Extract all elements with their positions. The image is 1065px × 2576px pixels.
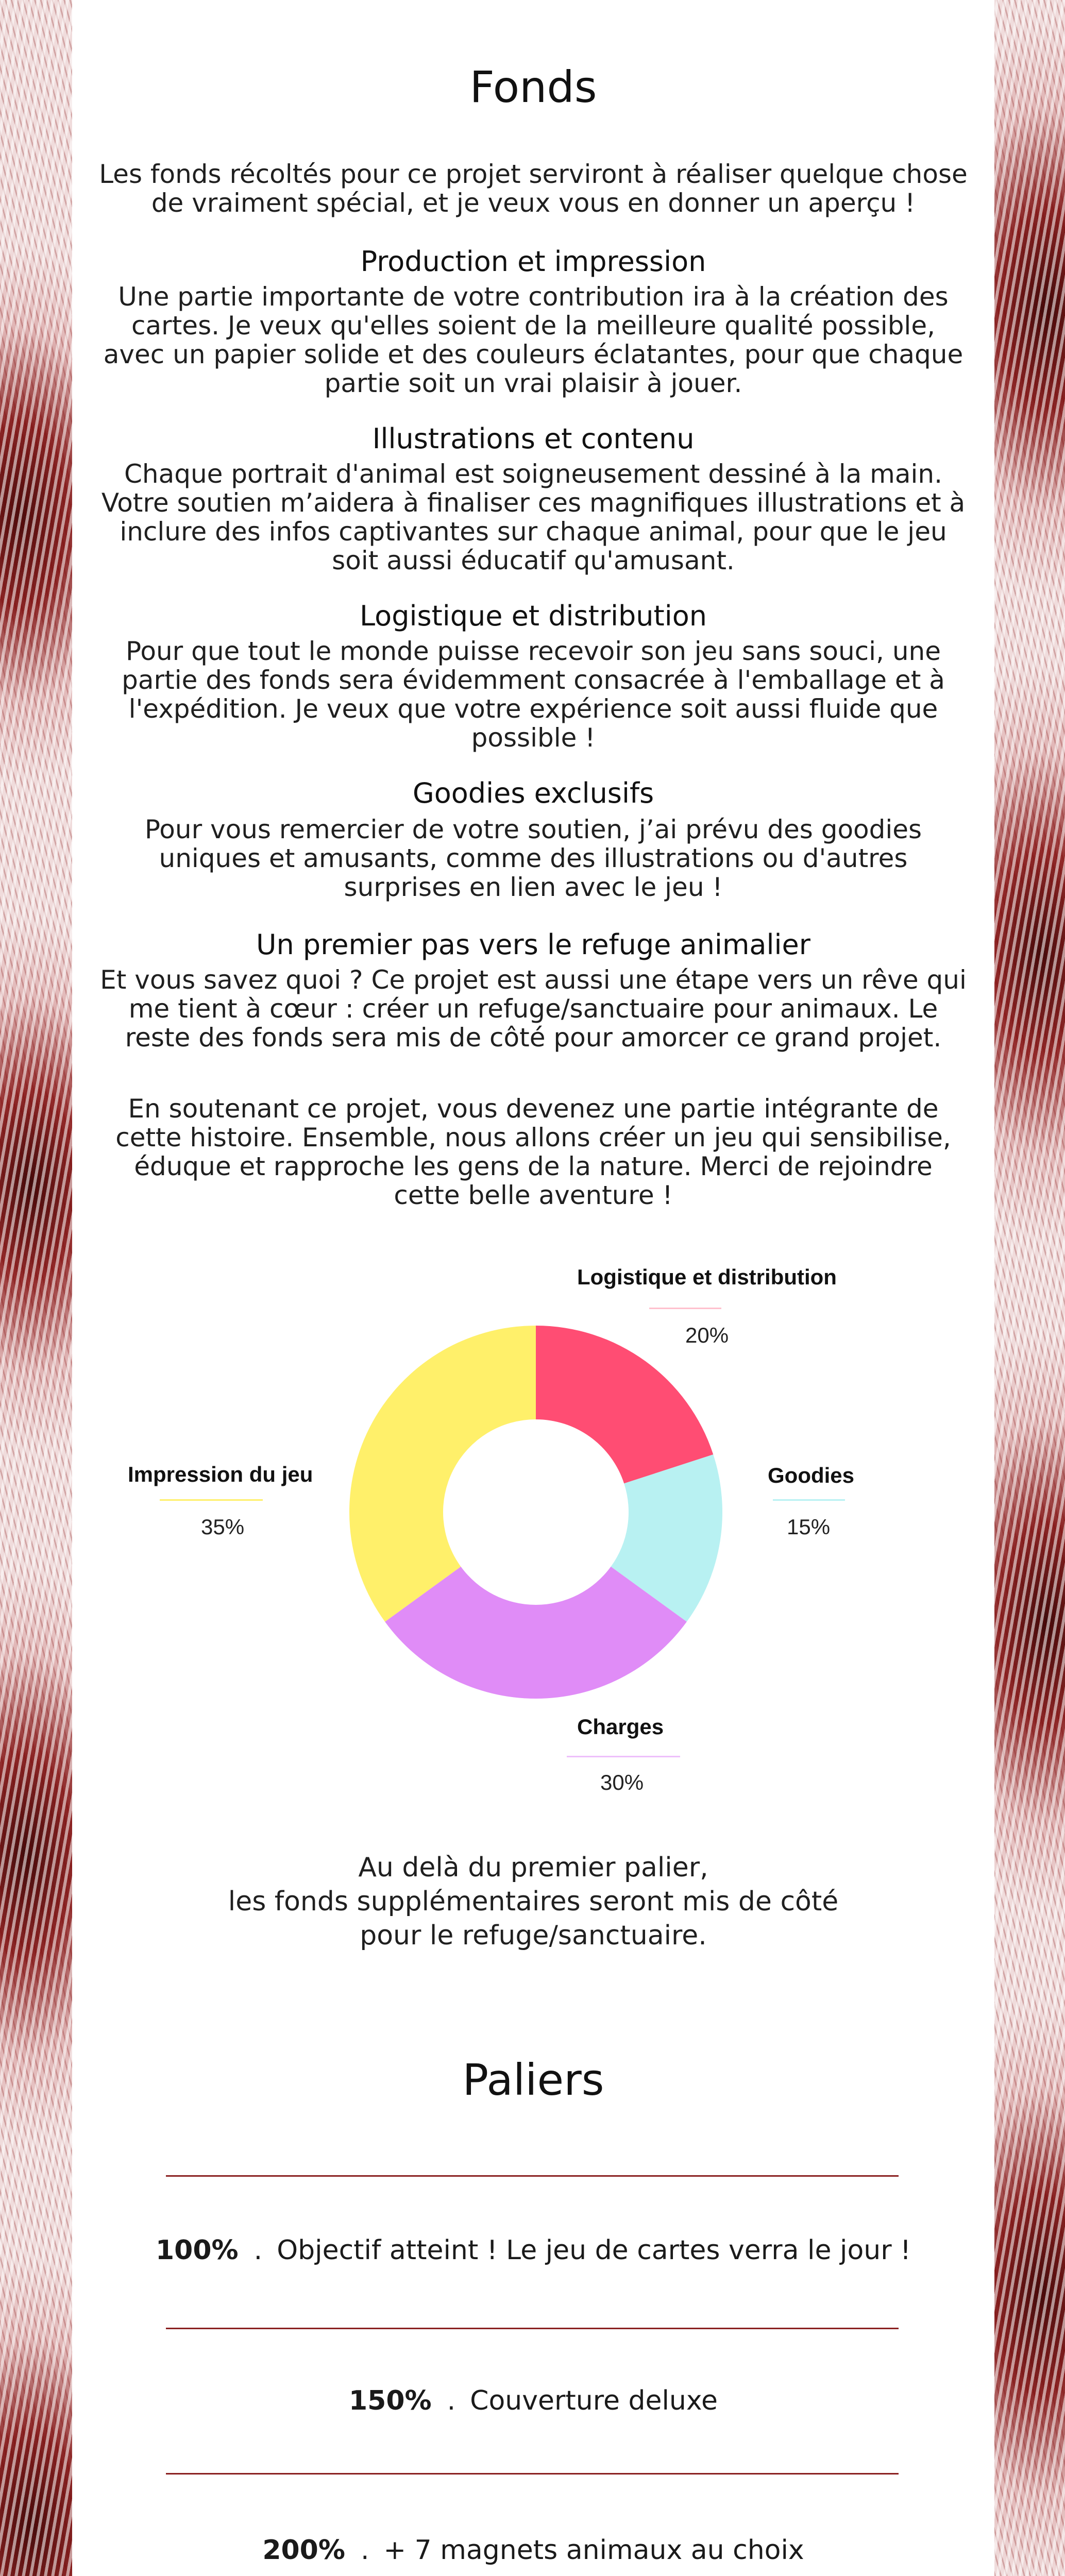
funds-title: Fonds	[469, 62, 597, 112]
chart-value-logistique: 20%	[685, 1323, 729, 1347]
tier-divider	[166, 2473, 899, 2475]
chart-label-underline-charges	[567, 1756, 680, 1757]
funds-intro: Les fonds récoltés pour ce projet serviront à réaliser quelque chose de vraiment spécial, et je veux vous en donner un aperçu !	[99, 159, 968, 218]
beyond-line-2: les fonds supplémentaires seront mis de côté	[228, 1886, 839, 1917]
content-panel	[72, 0, 994, 2576]
beyond-line-3: pour le refuge/sanctuaire.	[360, 1920, 707, 1951]
tier-text: + 7 magnets animaux au choix	[383, 2535, 804, 2566]
tier-separator: .	[360, 2535, 369, 2566]
donut-slice-impression-du-jeu	[349, 1326, 536, 1622]
chart-value-charges: 30%	[600, 1770, 644, 1794]
section-heading-goodies: Goodies exclusifs	[412, 777, 654, 809]
section-text-goodies: Pour vous remercier de votre soutien, j’ai prévu des goodies uniques et amusants, comme des illustrations ou d'autres surprises en lien avec le jeu !	[144, 815, 922, 902]
tier-divider	[166, 2175, 899, 2177]
chart-label-charges: Charges	[577, 1715, 664, 1739]
tier-row-100	[72, 2235, 994, 2266]
chart-value-goodies: 15%	[787, 1515, 831, 1539]
tier-separator: .	[447, 2385, 456, 2416]
section-text-illustrations: Chaque portrait d'animal est soigneusement dessiné à la main. Votre soutien m’aidera à finaliser ces magnifiques illustrations et à inclure des infos captivantes sur chaque animal, pour que le jeu soit aussi éducatif qu'amusant.	[101, 459, 966, 575]
tier-divider	[166, 2328, 899, 2329]
section-heading-refuge: Un premier pas vers le refuge animalier	[256, 928, 810, 961]
chart-label-logistique: Logistique et distribution	[577, 1265, 837, 1289]
section-text-refuge: Et vous savez quoi ? Ce projet est aussi une étape vers un rêve qui me tient à cœur : créer un refuge/sanctuaire pour animaux. Le reste des fonds sera mis de côté pour amorcer ce grand projet.	[100, 965, 967, 1053]
section-text-logistics: Pour que tout le monde puisse recevoir son jeu sans souci, une partie des fonds sera évidemment consacrée à l'emballage et à l'expédition. Je veux que votre expérience soit aussi fluide que possible !	[122, 636, 945, 753]
donut-slice-logistique-et-distribution	[536, 1326, 713, 1483]
tier-percent: 100%	[156, 2235, 239, 2266]
section-text-production: Une partie importante de votre contribution ira à la création des cartes. Je veux qu'elles soient de la meilleure qualité possible, avec un papier solide et des couleurs éclatantes, pour que chaque partie soit un vrai plaisir à jouer.	[103, 282, 963, 398]
section-heading-production: Production et impression	[360, 245, 706, 278]
section-heading-illustrations: Illustrations et contenu	[372, 422, 695, 455]
tier-row-200	[72, 2535, 994, 2566]
chart-label-goodies: Goodies	[768, 1463, 855, 1487]
tier-row-150	[72, 2385, 994, 2416]
tier-percent: 200%	[262, 2535, 345, 2566]
chart-label-underline-goodies	[773, 1499, 845, 1501]
tier-text: Couverture deluxe	[470, 2385, 718, 2416]
chart-label-underline-impression	[160, 1499, 263, 1501]
tier-text: Objectif atteint ! Le jeu de cartes verra le jour !	[277, 2235, 911, 2266]
tier-separator: .	[253, 2235, 263, 2266]
tiers-title: Paliers	[462, 2055, 604, 2105]
funds-closing: En soutenant ce projet, vous devenez une partie intégrante de cette histoire. Ensemble, nous allons créer un jeu qui sensibilise, éduque et rapproche les gens de la nature. Merci de rejoindre cette belle aventure !	[115, 1094, 951, 1210]
tier-percent: 150%	[348, 2385, 432, 2416]
chart-label-impression: Impression du jeu	[128, 1462, 313, 1486]
section-heading-logistics: Logistique et distribution	[360, 600, 707, 632]
beyond-line-1: Au delà du premier palier,	[358, 1852, 708, 1883]
chart-label-underline-logistique	[649, 1308, 721, 1309]
chart-value-impression: 35%	[201, 1515, 245, 1539]
